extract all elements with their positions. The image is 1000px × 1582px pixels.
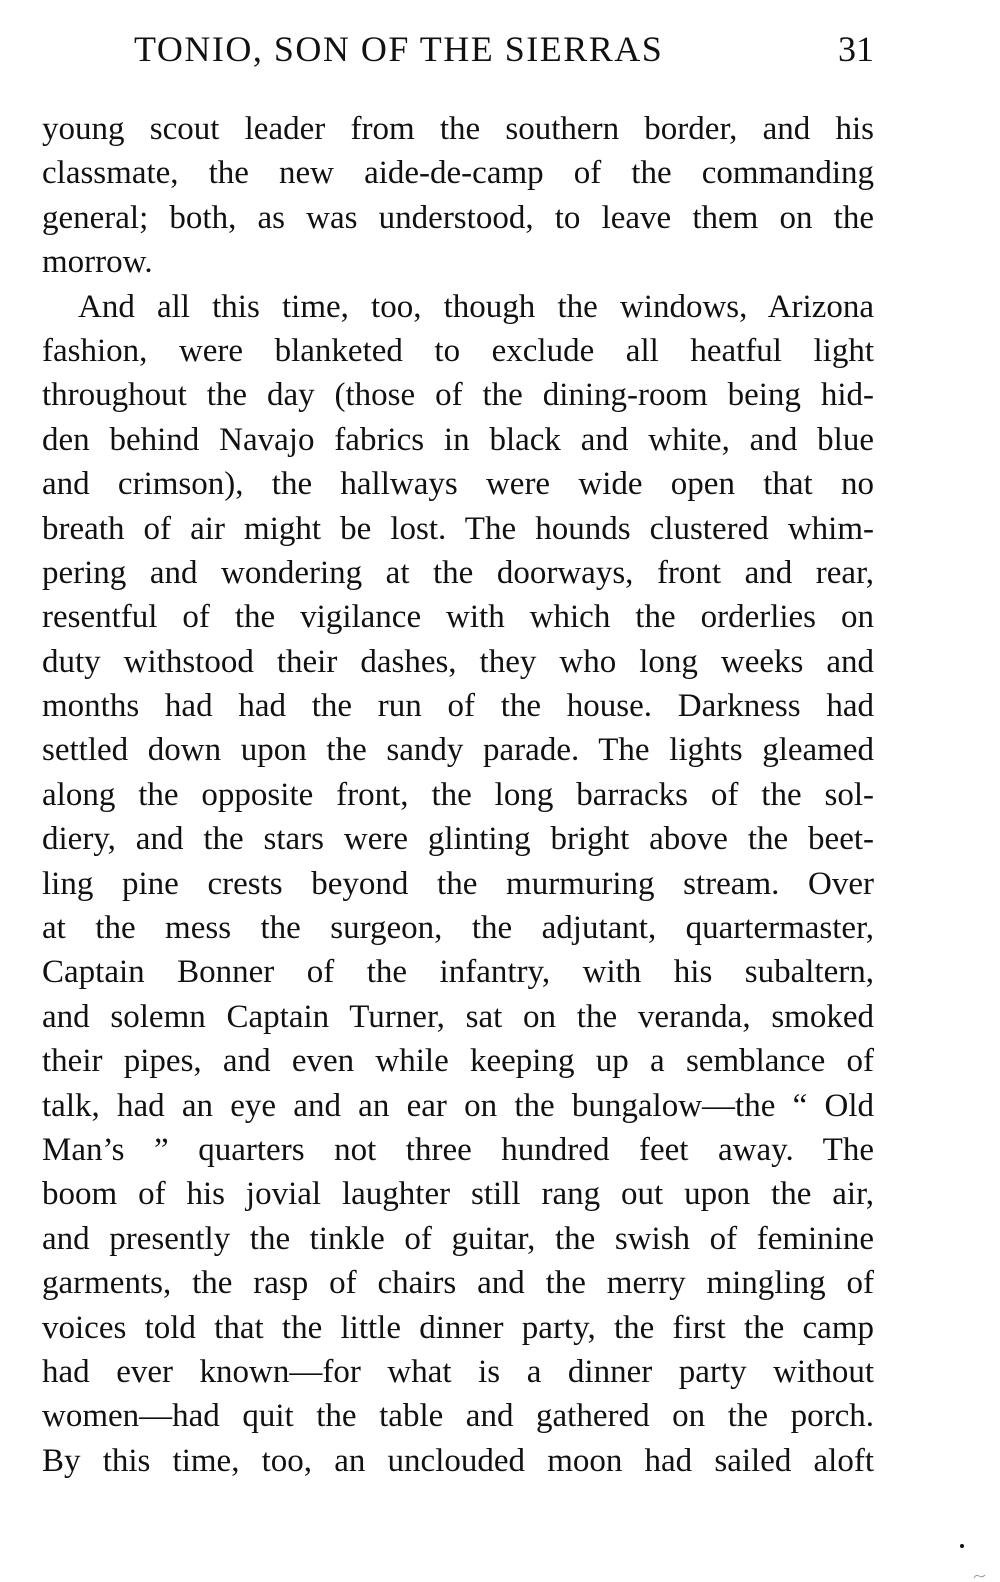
text-line: boom of his jovial laughter still rang out upon the air,: [42, 1176, 874, 1213]
print-speck-marks: [958, 1540, 998, 1580]
text-line: settled down upon the sandy parade. The lights gleamed: [42, 732, 874, 769]
text-line: fashion, were blanketed to exclude all heatful light: [42, 332, 874, 369]
text-line: general; both, as was understood, to leave them on the: [42, 199, 874, 236]
text-line: and crimson), the hallways were wide open that no: [42, 466, 874, 503]
text-line: breath of air might be lost. The hounds clustered whim-: [42, 510, 874, 547]
text-line: women—had quit the table and gathered on the porch.: [42, 1398, 874, 1435]
text-line: den behind Navajo fabrics in black and white, and blue: [42, 421, 874, 458]
text-line: at the mess the surgeon, the adjutant, quartermaster,: [42, 910, 874, 947]
text-line: By this time, too, an unclouded moon had sailed aloft: [42, 1442, 874, 1479]
text-line: voices told that the little dinner party, the first the camp: [42, 1309, 874, 1346]
text-line: Man’s ” quarters not three hundred feet away. The: [42, 1131, 874, 1168]
text-line: talk, had an eye and an ear on the bungalow—the “ Old: [42, 1087, 874, 1124]
text-line: along the opposite front, the long barracks of the sol-: [42, 776, 874, 813]
text-line: months had had the run of the house. Darkness had: [42, 688, 874, 725]
text-line: throughout the day (those of the dining-room being hid-: [42, 377, 874, 414]
text-line: and solemn Captain Turner, sat on the veranda, smoked: [42, 998, 874, 1035]
text-line: And all this time, too, though the windows, Arizona: [78, 288, 874, 325]
text-line: Captain Bonner of the infantry, with his subaltern,: [42, 954, 874, 991]
running-title: TONIO, SON OF THE SIERRAS: [134, 29, 664, 69]
text-line: ling pine crests beyond the murmuring stream. Over: [42, 865, 874, 902]
running-head: [42, 24, 874, 74]
text-line: pering and wondering at the doorways, front and rear,: [42, 554, 874, 591]
text-line: young scout leader from the southern border, and his: [42, 111, 874, 147]
text-line: garments, the rasp of chairs and the merry mingling of: [42, 1265, 874, 1302]
text-line: had ever known—for what is a dinner party without: [42, 1353, 874, 1390]
text-line: diery, and the stars were glinting bright above the beet-: [42, 821, 874, 858]
text-line: classmate, the new aide-de-camp of the commanding: [42, 155, 874, 192]
body-text: [42, 107, 874, 1483]
text-line: morrow.: [42, 244, 153, 281]
text-line: duty withstood their dashes, they who long weeks and: [42, 643, 874, 680]
text-line: and presently the tinkle of guitar, the swish of feminine: [42, 1220, 874, 1257]
text-line: resentful of the vigilance with which the orderlies on: [42, 599, 874, 636]
text-line: their pipes, and even while keeping up a semblance of: [42, 1043, 874, 1080]
page-number: 31: [838, 29, 874, 69]
